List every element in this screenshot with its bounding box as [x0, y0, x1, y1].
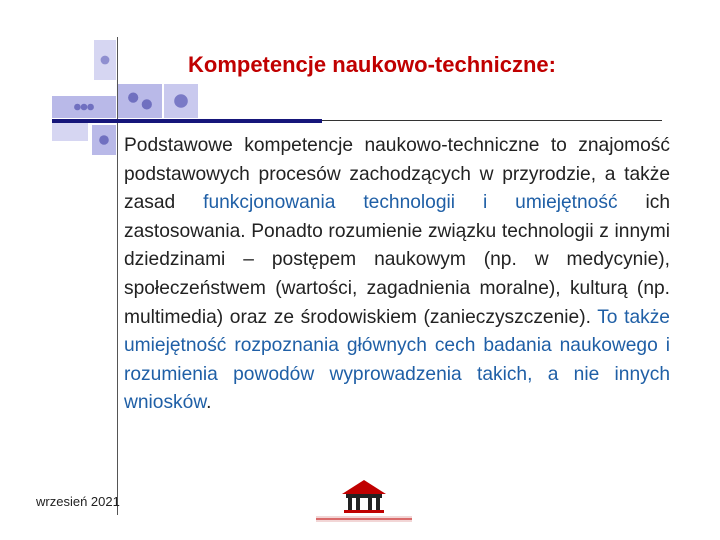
body-text-2: ich zastosowania. Ponadto rozumienie związku technologii z innymi dziedzinami – postępem naukowym (np. w medycynie), społeczeństwem (wartości, zagadnienia moralne), kulturą (np. multimedia) oraz ze środowiskiem (zanieczyszczenie). [124, 192, 670, 328]
decor-tile-5 [52, 123, 88, 141]
slide-title: Kompetencje naukowo-techniczne: [188, 52, 556, 77]
body-text-highlight-2: To także umiejętność rozpoznania głównych cech badania naukowego i rozumienia powodów wyprowadzenia takich, a nie innych wniosków [124, 306, 670, 414]
body-text-1: Podstawowe kompetencje naukowo-techniczne to znajomość podstawowych procesów zachodzących w przyrodzie, a także zasad [124, 135, 670, 214]
body-paragraph [124, 132, 670, 418]
decor-tile-3 [164, 84, 198, 118]
vertical-rule [117, 37, 118, 515]
horizontal-rule-thin [322, 120, 662, 121]
body-text-3: . [206, 392, 212, 414]
body-text-highlight-1: funkcjonowania technologii i umiejętność [203, 192, 618, 214]
decor-tile-4 [52, 96, 116, 118]
decor-tile-1 [94, 40, 116, 80]
building-logo-icon [312, 474, 416, 528]
decor-tile-6 [92, 125, 116, 155]
footer-date: wrzesień 2021 [36, 494, 120, 509]
decor-tile-2 [118, 84, 162, 118]
horizontal-rule-thick [52, 119, 322, 123]
